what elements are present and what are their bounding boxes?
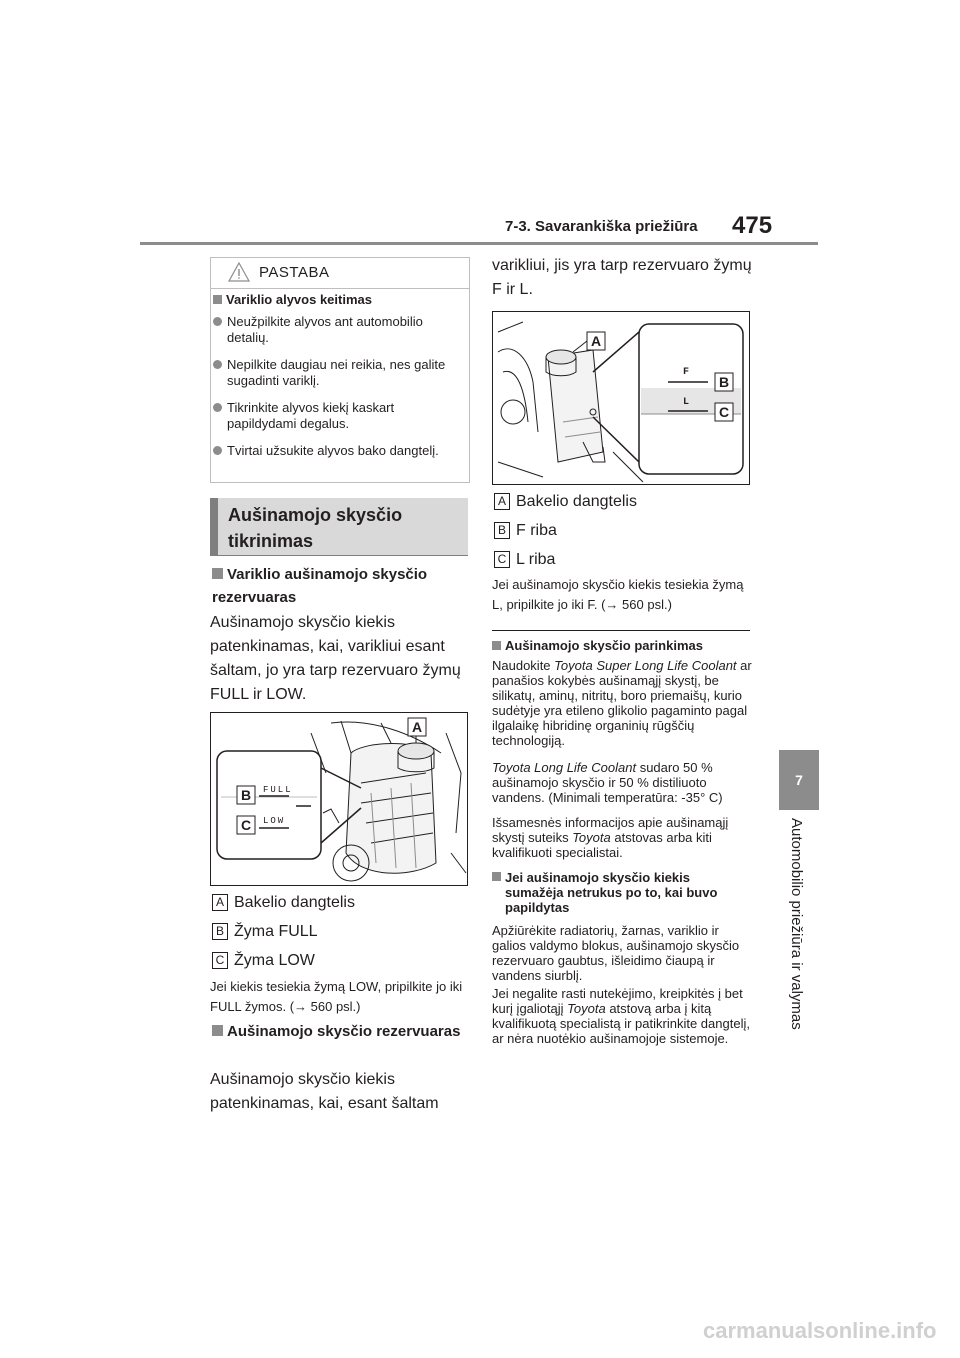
square-bullet-icon xyxy=(212,1025,223,1036)
subsection-title: Aušinamojo skysčio rezervuaras xyxy=(212,1020,468,1043)
paragraph: varikliui, jis yra tarp rezervuaro žymų F ir L. xyxy=(492,257,752,298)
engine-bay-illustration xyxy=(493,312,749,484)
subsection-title: Variklio aušinamojo skysčio rezervuaras xyxy=(212,566,428,606)
square-bullet-icon xyxy=(492,872,501,881)
info-paragraph: Apžiūrėkite radiatorių, žarnas, variklio ir galios valdymo blokus, aušinamojo skysčio rezervuaro gaubtus, išleidimo čiaupą ir vandens siurblį. xyxy=(492,923,740,983)
header-rule xyxy=(140,242,818,245)
info-paragraph: Išsamesnės informacijos apie aušinamąjį skystį suteiks Toyota atstovas arba kiti kvalifikuoti specialistai. xyxy=(492,815,729,860)
l-mark-text: L xyxy=(683,397,690,408)
info-heading: Jei aušinamojo skysčio kiekis sumažėja netrukus po to, kai buvo papildytas xyxy=(492,870,754,915)
square-bullet-icon xyxy=(213,295,222,304)
legend-item: B F riba xyxy=(494,521,557,541)
callout-b: B xyxy=(719,374,730,390)
bullet-icon xyxy=(213,317,222,326)
callout-c: C xyxy=(241,817,252,833)
caution-item: Tvirtai užsukite alyvos bako dangtelį. xyxy=(213,443,463,459)
bullet-icon xyxy=(213,403,222,412)
callout-b: B xyxy=(241,787,252,803)
warning-icon xyxy=(227,261,251,283)
bullet-icon xyxy=(213,446,222,455)
callout-a: A xyxy=(412,719,423,735)
low-mark-text: LOW xyxy=(263,816,286,826)
callout-c: C xyxy=(719,404,730,420)
caution-item: Neužpilkite alyvos ant automobilio detalių. xyxy=(213,314,463,346)
section-heading-text: Aušinamojo skysčio tikrinimas xyxy=(228,505,403,551)
reservoir-figure-1 xyxy=(210,712,468,886)
legend-item: B Žyma FULL xyxy=(212,922,318,942)
f-mark-text: F xyxy=(683,367,690,378)
chapter-tab[interactable]: 7 xyxy=(779,750,819,810)
chapter-label: Automobilio priežiūra ir valymas xyxy=(788,818,805,1030)
caution-box xyxy=(210,257,470,483)
section-header: 7-3. Savarankiška priežiūra xyxy=(505,218,698,235)
legend-item: C Žyma LOW xyxy=(212,951,315,971)
section-heading xyxy=(210,498,468,556)
caution-header xyxy=(211,258,469,289)
paragraph: Aušinamojo skysčio kiekis patenkinamas, kai, varikliui esant šaltam, jo yra tarp rezervuaro žymų FULL ir LOW. xyxy=(210,614,461,703)
footer-watermark: carmanualsonline.info xyxy=(703,1318,937,1343)
full-mark-text: FULL xyxy=(263,785,293,795)
page-number: 475 xyxy=(732,212,773,239)
note: Jei kiekis tesiekia žymą LOW, pripilkite jo iki FULL žymos. (→ 560 psl.) xyxy=(210,979,463,1014)
info-heading: Aušinamojo skysčio parinkimas xyxy=(492,638,754,653)
engine-bay-illustration xyxy=(211,713,467,885)
info-paragraph: Naudokite Toyota Super Long Life Coolant ar panašios kokybės aušinamąjį skystį, be silikatų, aminų, nitritų, boro priemaišų, kurio sudėtyje yra etileno glikolio pagaminto pagal ilgalaikę hibridinę organinių rūgščių technologiją. xyxy=(492,658,752,748)
caution-item: Nepilkite daugiau nei reikia, nes galite sugadinti variklį. xyxy=(213,357,463,389)
caution-item: Tikrinkite alyvos kiekį kaskart papildydami degalus. xyxy=(213,400,463,432)
divider xyxy=(492,630,750,631)
legend-item: A Bakelio dangtelis xyxy=(494,492,637,512)
square-bullet-icon xyxy=(212,568,223,579)
callout-a: A xyxy=(591,333,602,349)
note: Jei aušinamojo skysčio kiekis tesiekia žymą L, pripilkite jo iki F. (→ 560 psl.) xyxy=(492,577,744,612)
legend-item: A Bakelio dangtelis xyxy=(212,893,355,913)
bullet-icon xyxy=(213,360,222,369)
legend-item: C L riba xyxy=(494,550,555,570)
info-paragraph: Toyota Long Life Coolant sudaro 50 % aušinamojo skysčio ir 50 % distiliuoto vandens. (Minimali temperatūra: -35° C) xyxy=(492,760,723,805)
paragraph: Aušinamojo skysčio kiekis patenkinamas, kai, esant šaltam xyxy=(210,1071,439,1112)
reservoir-figure-2 xyxy=(492,311,750,485)
info-paragraph: Jei negalite rasti nutekėjimo, kreipkitės į bet kurį įgaliotąjį Toyota atstovą arba į kitą kvalifikuotą specialistą ir patikrinkite dangtelį, ar nėra nuotėkio aušinamojoje sistemoje. xyxy=(492,986,750,1046)
caution-title: PASTABA xyxy=(259,264,330,281)
square-bullet-icon xyxy=(492,641,501,650)
caution-heading: Variklio alyvos keitimas xyxy=(213,292,372,307)
